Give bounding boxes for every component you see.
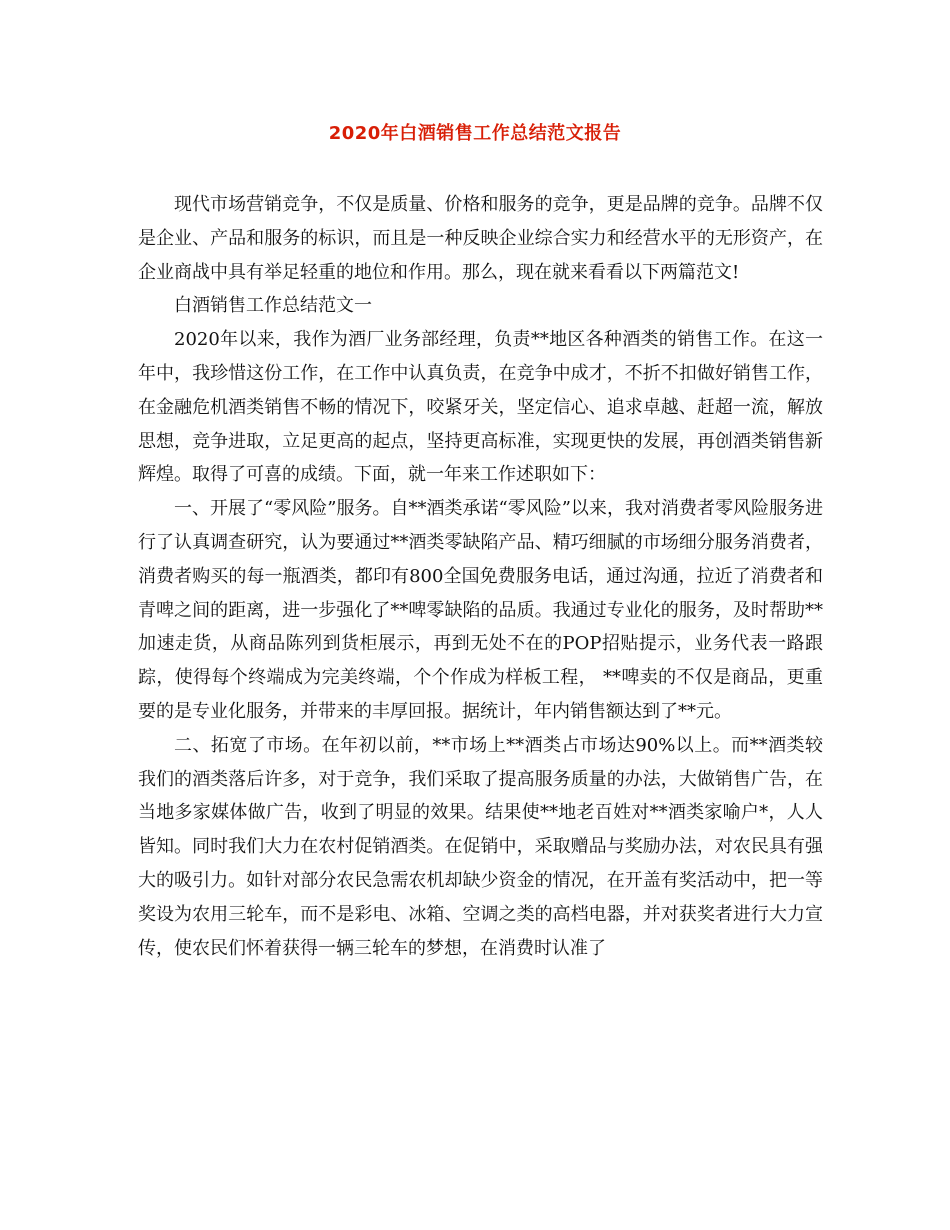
paragraph-intro: 现代市场营销竞争，不仅是质量、价格和服务的竞争，更是品牌的竞争。品牌不仅是企业、产品和服务的标识，而且是一种反映企业综合实力和经营水平的无形资产，在企业商战中具有举足轻重的地位和作用。那么，现在就来看看以下两篇范文! <box>138 194 823 283</box>
paragraph-point-two: 二、拓宽了市场。在年初以前，**市场上**酒类占市场达90%以上。而**酒类较我们的酒类落后许多，对于竞争，我们采取了提高服务质量的办法，大做销售广告，在当地多家媒体做广告，收到了明显的效果。结果使**地老百姓对**酒类家喻户*，人人皆知。同时我们大力在农村促销酒类。在促销中，采取赠品与奖励办法，对农民具有强大的吸引力。如针对部分农民急需农机却缺少资金的情况，在开盖有奖活动中，把一等奖设为农用三轮车，而不是彩电、冰箱、空调之类的高档电器，并对获奖者进行大力宣传，使农民们怀着获得一辆三轮车的梦想，在消费时认准了 <box>138 734 823 959</box>
document-title: 2020年白酒销售工作总结范文报告 <box>328 123 622 144</box>
paragraph-overview: 2020年以来，我作为酒厂业务部经理，负责**地区各种酒类的销售工作。在这一年中，我珍惜这份工作，在工作中认真负责，在竞争中成才，不折不扣做好销售工作，在金融危机酒类销售不畅的情况下，咬紧牙关，坚定信心、追求卓越、赶超一流，解放思想，竞争进取，立足更高的起点，坚持更高标准，实现更快的发展，再创酒类销售新辉煌。取得了可喜的成绩。下面，就一年来工作述职如下： <box>138 329 823 486</box>
section-heading: 白酒销售工作总结范文一 <box>174 295 372 317</box>
paragraph-point-one: 一、开展了“零风险”服务。自**酒类承诺“零风险”以来，我对消费者零风险服务进行了认真调查研究，认为要通过**酒类零缺陷产品、精巧细腻的市场细分服务消费者，消费者购买的每一瓶酒类，都印有800全国免费服务电话，通过沟通，拉近了消费者和青啤之间的距离，进一步强化了**啤零缺陷的品质。我通过专业化的服务，及时帮助**加速走货，从商品陈列到货柜展示，再到无处不在的POP招贴提示，业务代表一路跟踪，使得每个终端成为完美终端，个个作成为样板工程， **啤卖的不仅是商品，更重要的是专业化服务，并带来的丰厚回报。据统计，年内销售额达到了**元。 <box>138 498 823 722</box>
document-body <box>138 188 823 965</box>
